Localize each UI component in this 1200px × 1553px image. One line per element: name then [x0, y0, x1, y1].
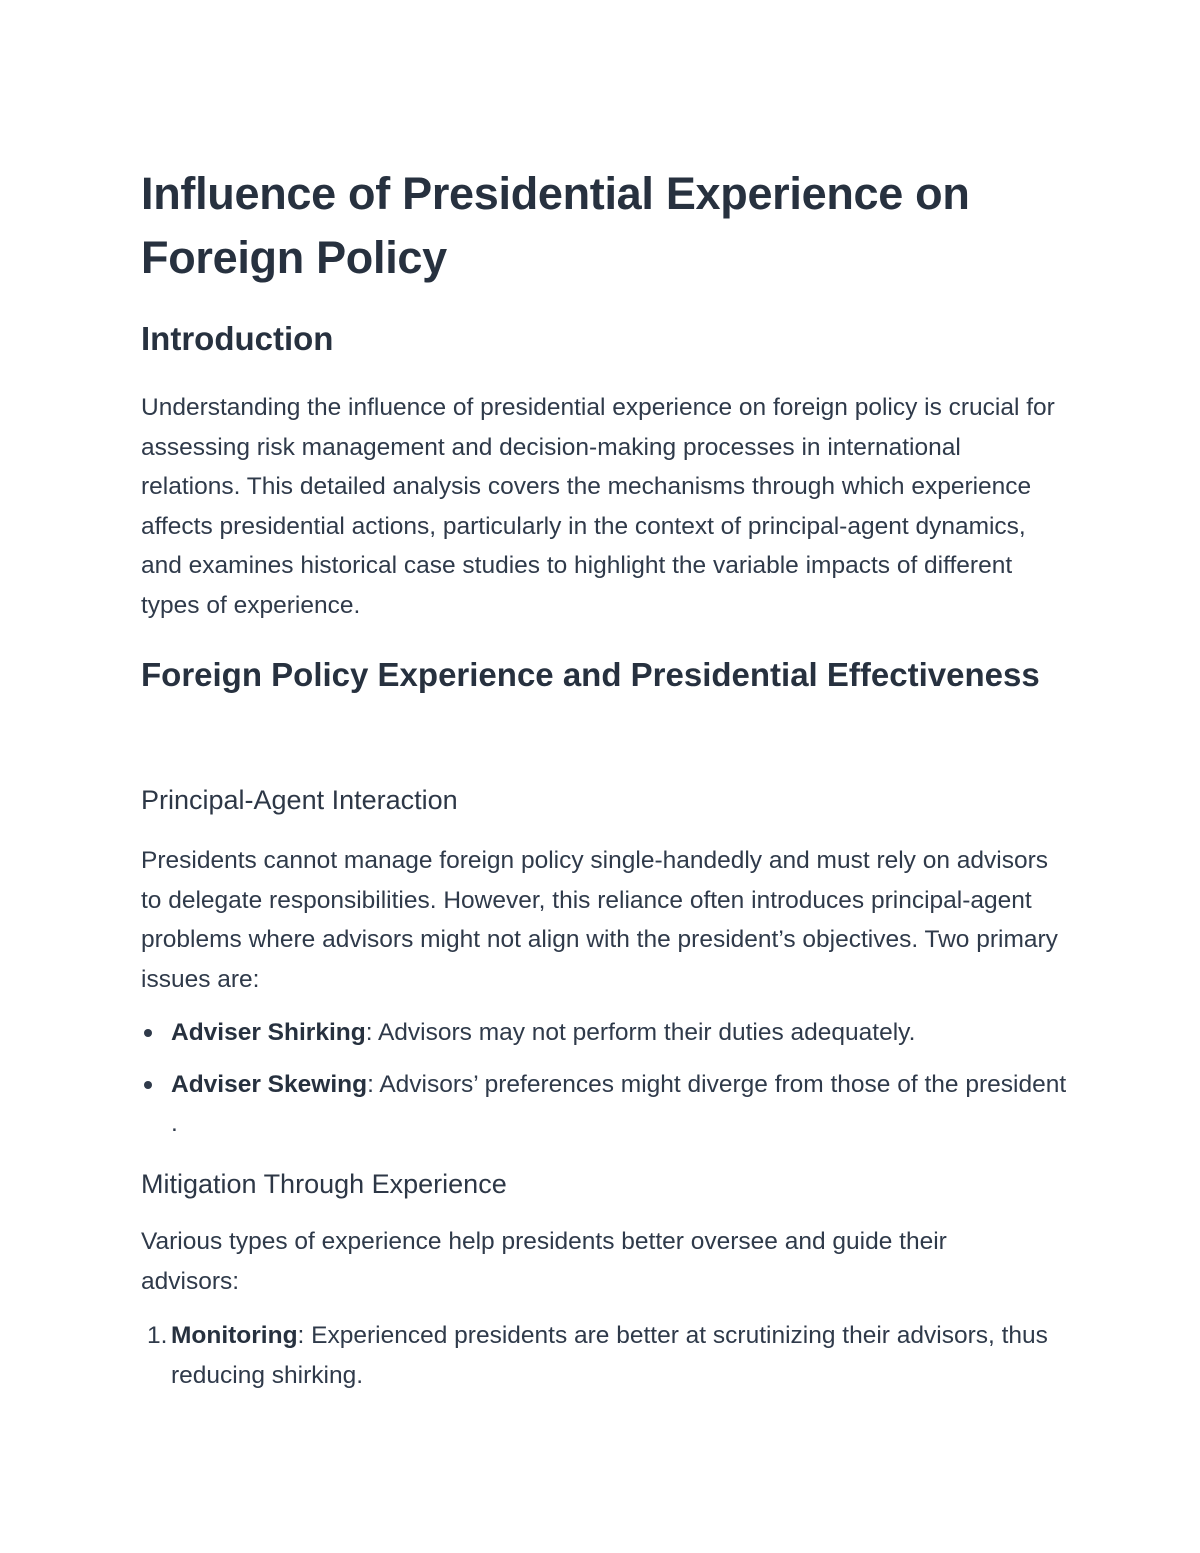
list-item-term: Adviser Skewing: [171, 1070, 368, 1098]
mitigation-paragraph: Various types of experience help presidents better oversee and guide their advisors:: [141, 1228, 947, 1295]
foreign-policy-heading: Foreign Policy Experience and Presidential Effectiveness: [141, 656, 1040, 693]
list-item-text: : Advisors may not perform their duties adequately.: [365, 1019, 916, 1046]
list-item-adviser-shirking: [141, 1013, 1071, 1053]
principal-agent-issues-list: [141, 1013, 1071, 1156]
list-item-number: 1.: [147, 1322, 168, 1349]
principal-agent-paragraph: Presidents cannot manage foreign policy single-handedly and must rely on advisors to delegate responsibilities. However, this reliance often introduces principal-agent problems where advisors might not align with the president’s objectives. Two primary issues are:: [141, 847, 1058, 993]
list-item-text: : Experienced presidents are better at scrutinizing their advisors, thus reducing shirking.: [171, 1322, 1048, 1389]
list-item-monitoring: [141, 1316, 1071, 1395]
list-item-adviser-skewing: [141, 1065, 1071, 1144]
list-item-term: Monitoring: [171, 1322, 298, 1349]
mitigation-list: [141, 1316, 1071, 1407]
principal-agent-heading: Principal-Agent Interaction: [141, 785, 458, 815]
introduction-paragraph: Understanding the influence of presidential experience on foreign policy is crucial for assessing risk management and decision-making processes in international relations. This detailed analysis covers the mechanisms through which experience affects presidential actions, particularly in the context of principal-agent dynamics, and examines historical case studies to highlight the variable impacts of different types of experience.: [141, 394, 1055, 619]
list-item-text: : Advisors’ preferences might diverge from those of the president .: [171, 1070, 1067, 1138]
list-item-term: Adviser Shirking: [171, 1019, 366, 1046]
introduction-heading: Introduction: [141, 320, 334, 357]
mitigation-heading: Mitigation Through Experience: [141, 1169, 507, 1199]
document-title: Influence of Presidential Experience on Foreign Policy: [141, 168, 970, 283]
